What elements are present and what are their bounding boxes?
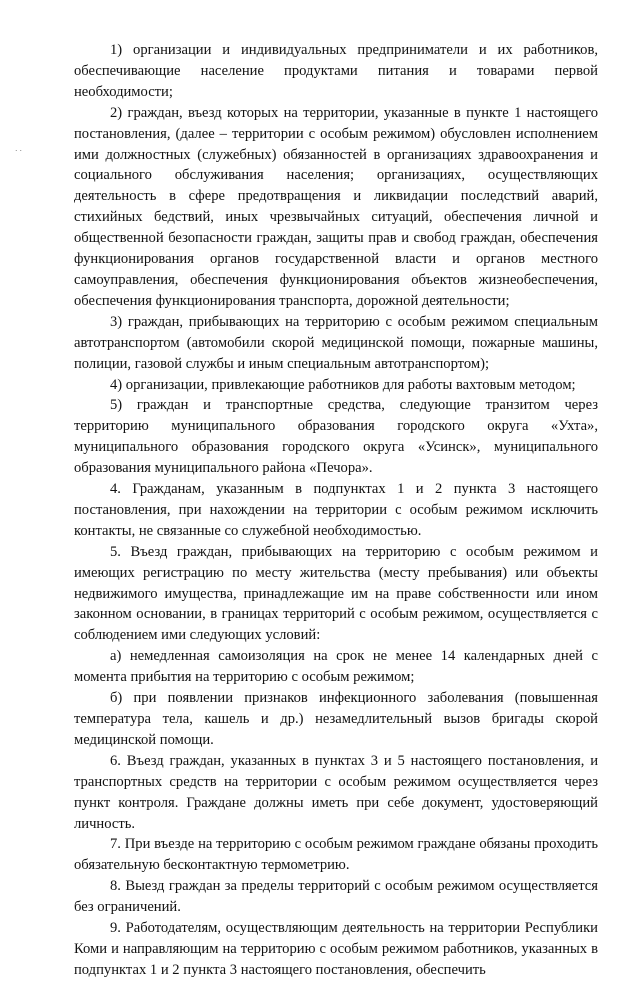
paragraph-4: 4) организации, привлекающие работников для работы вахтовым методом; xyxy=(110,376,576,393)
paragraph-8: а) немедленная самоизоляция на срок не менее 14 календарных дней с момента прибытия на территорию с особым режимом; xyxy=(74,648,598,686)
paragraph-5: 5) граждан и транспортные средства, следующие транзитом через территорию муниципального образования городского округа «Ухта», муниципального образования городского округа «Усинск», муниципального образования муниципального района «Печора». xyxy=(74,397,598,477)
paragraph-13: 9. Работодателям, осуществляющим деятельность на территории Республики Коми и направляющим на территорию с особым режимом работников, указанных в подпунктах 1 и 2 пункта 3 настоящего постановления, обеспечить xyxy=(74,920,598,978)
paragraph-6: 4. Гражданам, указанным в подпунктах 1 и 2 пункта 3 настоящего постановления, при нахождении на территории с особым режимом исключить контакты, не связанные со служебной необходимостью. xyxy=(74,481,598,539)
paragraph-3: 3) граждан, прибывающих на территорию с особым режимом специальным автотранспортом (автомобили скорой медицинской помощи, пожарные машины, полиции, газовой службы и иным специальным автотранспортом); xyxy=(74,313,598,372)
paragraph-9: б) при появлении признаков инфекционного заболевания (повышенная температура тела, кашель и др.) незамедлительный вызов бригады скорой медицинской помощи. xyxy=(74,690,598,748)
document-body xyxy=(74,40,598,981)
margin-mark: ˙˙ xyxy=(14,150,23,160)
paragraph-7: 5. Въезд граждан, прибывающих на территорию с особым режимом и имеющих регистрацию по месту жительства (месту пребывания) или объекты недвижимого имущества, принадлежащие им на праве собственности или ином законном основании, в границах территорий с особым режимом, осуществляется с соблюдением ими следующих условий: xyxy=(74,543,598,644)
paragraph-12: 8. Выезд граждан за пределы территорий с особым режимом осуществляется без ограничений. xyxy=(74,878,598,916)
paragraph-11: 7. При въезде на территорию с особым режимом граждане обязаны проходить обязательную бесконтактную термометрию. xyxy=(74,836,598,874)
paragraph-2: 2) граждан, въезд которых на территории, указанные в пункте 1 настоящего постановления, (далее – территории с особым режимом) обусловлен исполнением ими должностных (служебных) обязанностей в организациях здравоохранения и социального обслуживания населения; организациях, осуществляющих деятельность в сфере предотвращения и ликвидации последствий аварий, стихийных бедствий, иных чрезвычайных ситуаций, обеспечения личной и общественной безопасности граждан, защиты прав и свобод граждан, обеспечения функционирования органов государственной власти и органов местного самоуправления, обеспечения функционирования объектов жизнеобеспечения, обеспечения функционирования транспорта, дорожной деятельности; xyxy=(74,104,598,309)
paragraph-10: 6. Въезд граждан, указанных в пунктах 3 и 5 настоящего постановления, и транспортных средств на территории с особым режимом осуществляется через пункт контроля. Граждане должны иметь при себе документ, удостоверяющий личность. xyxy=(74,752,598,832)
paragraph-1: 1) организации и индивидуальных предприниматели и их работников, обеспечивающие население продуктами питания и товарами первой необходимости; xyxy=(74,42,598,100)
